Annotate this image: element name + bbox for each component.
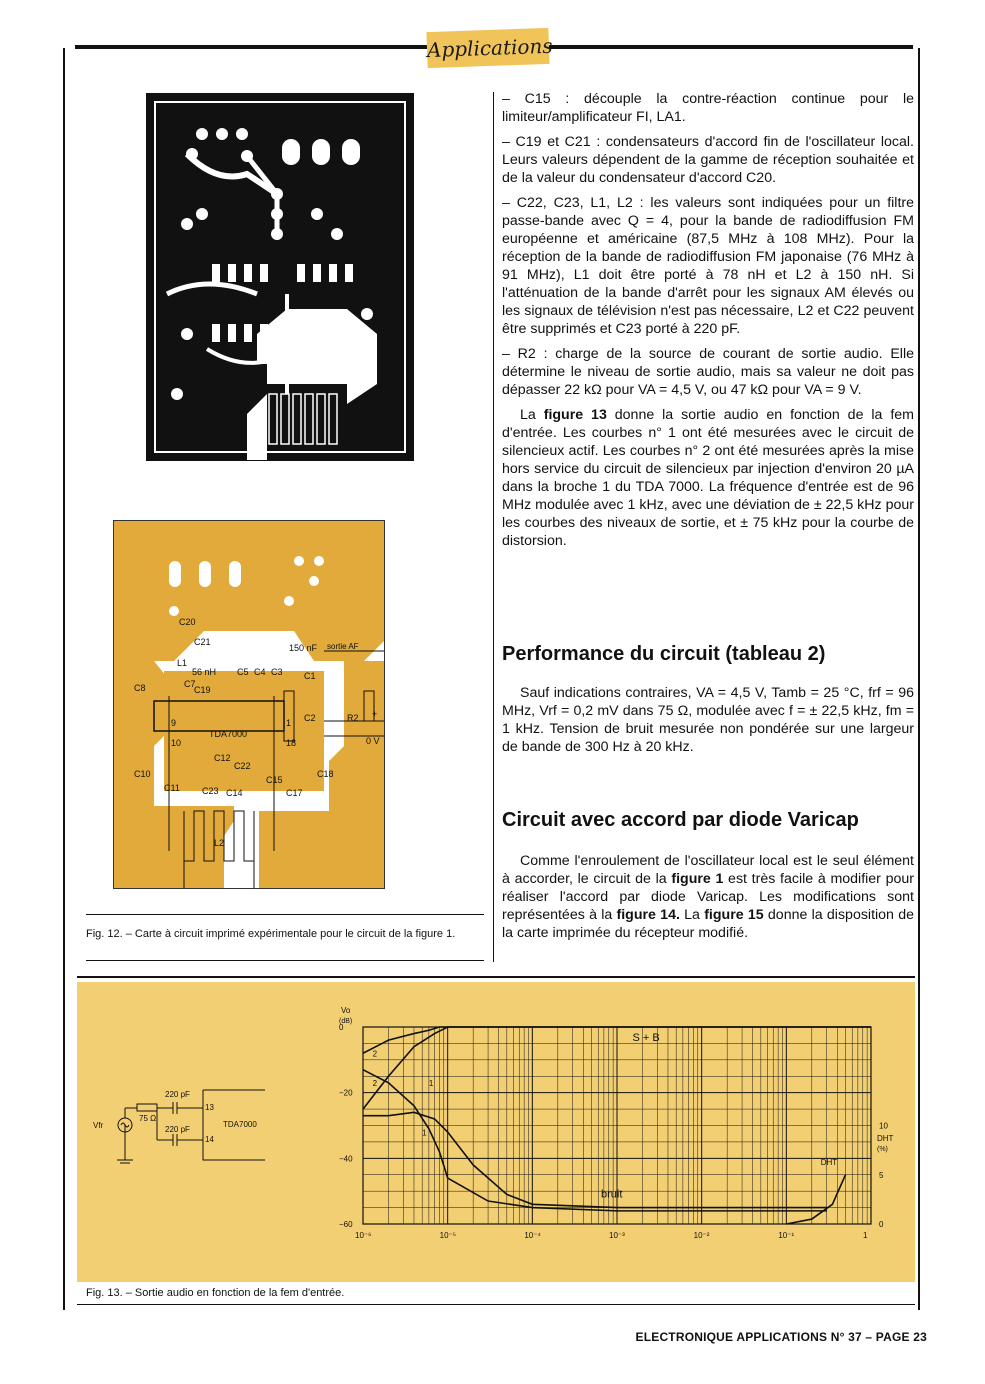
label-c12: C12 bbox=[214, 753, 231, 763]
label-c10: C10 bbox=[134, 769, 151, 779]
cap2-label: 220 pF bbox=[165, 1125, 190, 1134]
fig13-chart bbox=[339, 1006, 894, 1240]
mid-rule bbox=[77, 976, 915, 978]
x-tick-label: 1 bbox=[863, 1231, 868, 1240]
page-footer: ELECTRONIQUE APPLICATIONS N° 37 – PAGE 23 bbox=[635, 1330, 927, 1344]
y2-axis-unit: (%) bbox=[877, 1146, 888, 1153]
y-tick-label: −20 bbox=[339, 1088, 353, 1098]
label-l2: L2 bbox=[214, 838, 225, 848]
label-pin18: 18 bbox=[286, 738, 297, 748]
paragraph-c22: – C22, C23, L1, L2 : les valeurs sont indiquées pour un filtre passe-bande avec Q = 4, pour la bande de radiodiffusion FM européenne et américaine (87,5 MHz à 108 MHz). Pour la réception de la bande de radiodiffusion FM japonaise (76 MHz à 91 MHz), L1 doit être porté à 78 nH et L2 à 150 nH. Si l'atténuation de la bande d'arrêt pour les signaux AM élevés ou les signaux de télévision n'est pas nécessaire, L2 et C22 peuvent être supprimés et C23 porté à 220 pF. bbox=[502, 195, 914, 337]
label-c15: C15 bbox=[266, 775, 283, 785]
series-line-4 bbox=[363, 1070, 827, 1211]
label-ic: TDA7000 bbox=[209, 729, 248, 739]
x-tick-label: 10⁻⁵ bbox=[439, 1231, 457, 1240]
x-tick-label: 10⁻⁴ bbox=[524, 1231, 541, 1240]
paragraph-c15: – C15 : découple la contre-réaction continue pour le limiteur/amplificateur FI, LA1. bbox=[502, 91, 914, 125]
y2-axis-label: DHT bbox=[877, 1134, 894, 1143]
label-sortie-af: sortie AF bbox=[327, 642, 359, 651]
label-c23: C23 bbox=[202, 786, 219, 796]
label-dht: DHT bbox=[820, 1157, 838, 1167]
pcb-component-layout bbox=[113, 520, 385, 889]
label-r2: R2 bbox=[347, 713, 359, 723]
curve-label-2-top: 2 bbox=[372, 1049, 378, 1059]
column-divider bbox=[493, 92, 494, 962]
label-c18: C18 bbox=[317, 769, 334, 779]
resistor-label: 75 Ω bbox=[139, 1114, 157, 1123]
section-varicap-title: Circuit avec accord par diode Varicap bbox=[502, 809, 859, 831]
label-c19: C19 bbox=[194, 685, 211, 695]
paragraph-r2: – R2 : charge de la source de courant de sortie audio. Elle détermine le niveau de sortie audio, mais sa valeur ne doit pas dépasser 22 kΩ pour VA = 4,5 V, ou 47 kΩ pour VA = 9 V. bbox=[502, 346, 914, 398]
label-s-plus-b: S + B bbox=[632, 1032, 660, 1044]
fig12-caption: Fig. 12. – Carte à circuit imprimé expérimentale pour le circuit de la figure 1. bbox=[86, 928, 456, 940]
section-tag: Applications bbox=[426, 28, 549, 68]
y-axis-label: Vo bbox=[341, 1006, 351, 1015]
x-tick-label: 10⁻¹ bbox=[778, 1231, 795, 1240]
section-performance bbox=[502, 642, 914, 756]
curve-label-1-top: 1 bbox=[428, 1079, 434, 1089]
pin-1-label: 1 bbox=[213, 265, 221, 280]
label-c11: C11 bbox=[164, 783, 180, 793]
right-rule bbox=[918, 48, 920, 1310]
pin14-label: 14 bbox=[205, 1135, 214, 1144]
label-pin1: 1 bbox=[286, 718, 292, 728]
label-c5: C5 bbox=[237, 667, 249, 677]
label-c3: C3 bbox=[271, 667, 283, 677]
source-label: Vfr bbox=[93, 1121, 104, 1130]
series-line-3 bbox=[363, 1112, 827, 1207]
cap1-label: 220 pF bbox=[165, 1090, 190, 1099]
caption-rule-top bbox=[86, 914, 484, 915]
y-tick-label: 0 bbox=[339, 1023, 344, 1032]
y-tick-label: −60 bbox=[339, 1220, 353, 1229]
paragraph-fig13: La figure 13 donne la sortie audio en fonction de la fem d'entrée. Les courbes n° 1 ont été mesurées avec le circuit de silencieux actif. Les courbes n° 2 ont été mesurées après la mise hors service du circuit de silencieux par injection d'environ 20 µA dans la broche 1 du TDA 7000. La fréquence d'entrée est de 96 MHz modulée avec 1 kHz, avec une déviation de ± 22,5 kHz pour les courbes des niveaux de sortie, et ± 75 kHz pour la courbe de distorsion. bbox=[502, 407, 914, 549]
pcb-artwork-black bbox=[146, 93, 414, 461]
paragraph-c19: – C19 et C21 : condensateurs d'accord fin de l'oscillateur local. Leurs valeurs dépendent de la gamme de réception souhaitée et de la valeur du condensateur d'accord C20. bbox=[502, 134, 914, 186]
curve-label-1-bottom: 1 bbox=[422, 1128, 427, 1138]
fig13-box bbox=[77, 982, 915, 1282]
label-plus: + bbox=[372, 709, 378, 719]
label-bruit: bruit bbox=[601, 1188, 623, 1201]
label-pin10: 10 bbox=[171, 738, 182, 748]
section-varicap bbox=[502, 808, 914, 942]
fig13-caption: Fig. 13. – Sortie audio en fonction de la fem d'entrée. bbox=[86, 1287, 345, 1299]
label-c20: C20 bbox=[179, 617, 196, 627]
label-0v: 0 V bbox=[366, 736, 380, 746]
y2-tick-label: 5 bbox=[879, 1170, 884, 1180]
series-line-5 bbox=[786, 1175, 845, 1224]
label-c2: C2 bbox=[304, 713, 316, 723]
label-56nh: 56 nH bbox=[192, 667, 217, 677]
label-c22: C22 bbox=[234, 761, 251, 771]
x-tick-label: 10⁻³ bbox=[609, 1231, 625, 1240]
section-varicap-body: Comme l'enroulement de l'oscillateur local est le seul élément à accorder, le circuit de la figure 1 est très facile à modifier pour réaliser l'accord par diode Varicap. Les modifications sont représentées à la figure 14. La figure 15 donne la disposition de la carte imprimée du récepteur modifié. bbox=[502, 853, 914, 941]
y2-tick-label: 10 bbox=[879, 1121, 888, 1131]
right-column-text bbox=[502, 90, 914, 557]
label-c21: C21 bbox=[194, 637, 211, 647]
y-axis-unit: (dB) bbox=[339, 1018, 353, 1025]
section-performance-body: Sauf indications contraires, VA = 4,5 V, Tamb = 25 °C, frf = 96 MHz, Vrf = 0,2 mV dans 75 Ω, modulée avec f = ± 22,5 kHz, fm = 1 kHz. Tension de bruit mesurée non pondérée sur une largeur de bande de 300 Hz à 20 kHz. bbox=[502, 685, 914, 755]
label-c1: C1 bbox=[304, 671, 316, 681]
caption-rule-bottom bbox=[86, 960, 484, 961]
y-tick-label: −40 bbox=[339, 1154, 353, 1164]
pcb-layout-svg bbox=[114, 521, 384, 888]
x-tick-label: 10⁻² bbox=[693, 1231, 710, 1240]
y2-tick-label: 0 bbox=[879, 1220, 884, 1229]
label-c17: C17 bbox=[286, 788, 303, 798]
x-tick-label: 10⁻⁶ bbox=[355, 1231, 372, 1240]
section-performance-title: Performance du circuit (tableau 2) bbox=[502, 643, 826, 665]
curve-label-2-bottom: 2 bbox=[372, 1079, 378, 1089]
ic-label: TDA7000 bbox=[223, 1120, 257, 1129]
label-c14: C14 bbox=[226, 788, 243, 798]
pin13-label: 13 bbox=[205, 1103, 214, 1112]
left-rule bbox=[63, 48, 65, 1310]
label-pin9: 9 bbox=[171, 718, 177, 728]
label-c8: C8 bbox=[134, 683, 146, 693]
bottom-rule bbox=[77, 1304, 915, 1305]
label-c4: C4 bbox=[254, 667, 266, 677]
label-c7: C7 bbox=[184, 679, 196, 689]
label-l1: L1 bbox=[177, 658, 188, 668]
fig13-svg bbox=[77, 982, 915, 1282]
pcb-artwork-svg bbox=[147, 94, 413, 460]
label-150nf: 150 nF bbox=[289, 643, 318, 653]
